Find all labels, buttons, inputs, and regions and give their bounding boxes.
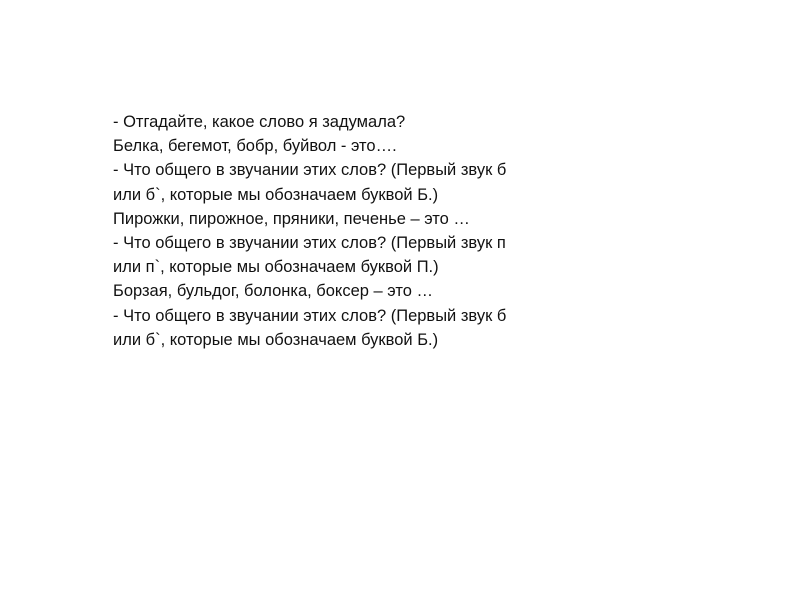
text-line-10: или б`, которые мы обозначаем буквой Б.): [113, 330, 439, 349]
text-line-9: - Что общего в звучании этих слов? (Первый звук б: [113, 306, 507, 325]
text-line-7: или п`, которые мы обозначаем буквой П.): [113, 258, 439, 277]
slide-text-block: [113, 110, 593, 352]
text-line-2: Белка, бегемот, бобр, буйвол - это….: [113, 137, 397, 156]
text-line-5: Пирожки, пирожное, пряники, печенье – это …: [113, 209, 470, 228]
text-line-8: Борзая, бульдог, болонка, боксер – это …: [113, 282, 433, 301]
text-line-4: или б`, которые мы обозначаем буквой Б.): [113, 185, 439, 204]
text-line-1: - Отгадайте, какое слово я задумала?: [113, 113, 406, 131]
text-line-6: - Что общего в звучании этих слов? (Первый звук п: [113, 234, 506, 253]
text-line-3: - Что общего в звучании этих слов? (Первый звук б: [113, 161, 507, 180]
